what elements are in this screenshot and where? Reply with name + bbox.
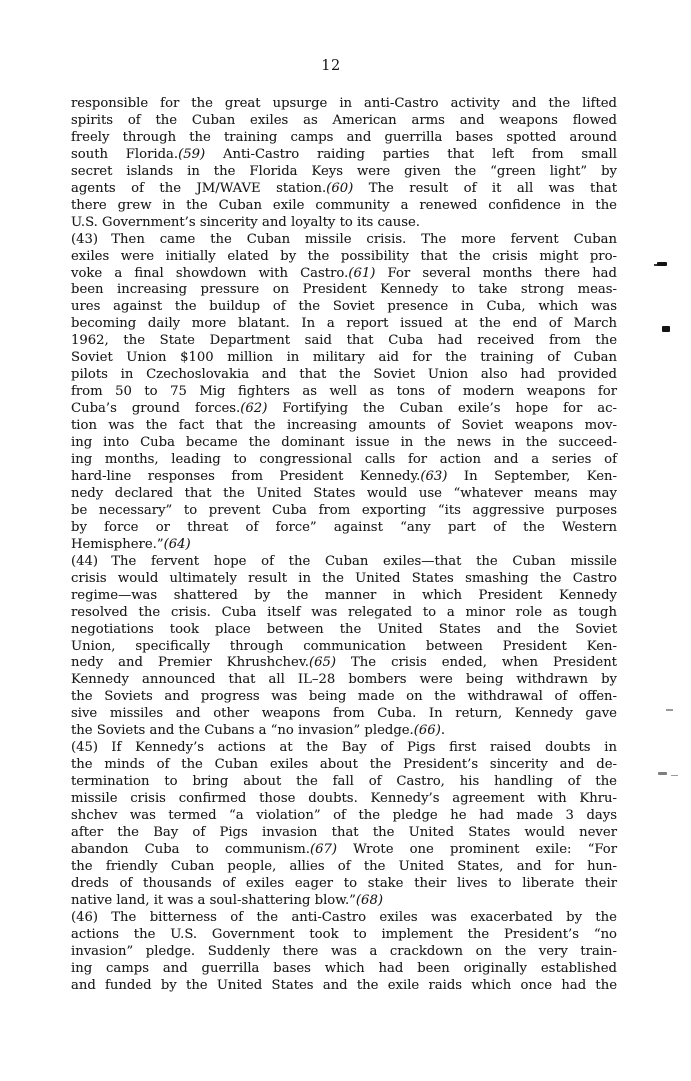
paragraph-44 xyxy=(71,554,617,740)
text-line: nedy and Premier Khrushchev.(65) The crisis ended, when President xyxy=(71,655,617,671)
text-line: invasion” pledge. Suddenly there was a crackdown on the very train- xyxy=(71,943,617,959)
paragraph-45 xyxy=(71,740,617,910)
text-line: 1962, the State Department said that Cuba had received from the xyxy=(71,333,617,349)
text-line: (46) The bitterness of the anti-Castro exiles was exacerbated by the xyxy=(71,909,617,925)
scan-speck xyxy=(657,262,667,266)
text-line: dreds of thousands of exiles eager to stake their lives to liberate their xyxy=(71,875,617,891)
text-line: Soviet Union $100 million in military aid for the training of Cuban xyxy=(71,350,617,366)
paragraph-43 xyxy=(71,232,617,554)
scan-speck xyxy=(662,326,670,332)
text-line: negotiations took place between the United States and the Soviet xyxy=(71,621,617,637)
text-line: after the Bay of Pigs invasion that the United States would never xyxy=(71,824,617,840)
text-line: regime—was shattered by the manner in which President Kennedy xyxy=(71,587,617,603)
text-line: ing into Cuba became the dominant issue in the news in the succeed- xyxy=(71,435,617,451)
paragraph-46 xyxy=(71,910,617,995)
text-line: (43) Then came the Cuban missile crisis. The more fervent Cuban xyxy=(71,231,617,247)
text-line: south Florida.(59) Anti-Castro raiding parties that left from small xyxy=(71,146,617,162)
text-line: crisis would ultimately result in the United States smashing the Castro xyxy=(71,570,617,586)
scan-speck xyxy=(666,709,673,711)
page-number: 12 xyxy=(321,58,341,74)
text-line: freely through the training camps and guerrilla bases spotted around xyxy=(71,129,617,145)
text-line: shchev was termed “a violation” of the pledge he had made 3 days xyxy=(71,808,617,824)
text-line: there grew in the Cuban exile community a renewed confidence in the xyxy=(71,197,617,213)
text-line: ures against the buildup of the Soviet presence in Cuba, which was xyxy=(71,299,617,315)
text-line: responsible for the great upsurge in anti-Castro activity and the lifted xyxy=(71,96,617,111)
text-line: missile crisis confirmed those doubts. Kennedy’s agreement with Khru- xyxy=(71,791,617,807)
text-line: spirits of the Cuban exiles as American arms and weapons flowed xyxy=(71,112,617,128)
text-line: becoming daily more blatant. In a report issued at the end of March xyxy=(71,316,617,332)
text-line: resolved the crisis. Cuba itself was relegated to a minor role as tough xyxy=(71,604,617,620)
text-line: voke a final showdown with Castro.(61) For several months there had xyxy=(71,265,617,281)
text-line: Hemisphere.”(64) xyxy=(71,536,191,552)
text-line: by force or threat of force” against “any part of the Western xyxy=(71,519,617,535)
text-line: ing months, leading to congressional calls for action and a series of xyxy=(71,452,617,468)
text-line: termination to bring about the fall of Castro, his handling of the xyxy=(71,774,617,790)
text-line: (44) The fervent hope of the Cuban exiles—that the Cuban missile xyxy=(71,553,617,569)
text-line: agents of the JM/WAVE station.(60) The result of it all was that xyxy=(71,180,617,196)
text-line: Kennedy announced that all IL–28 bombers were being withdrawn by xyxy=(71,672,617,688)
text-line: abandon Cuba to communism.(67) Wrote one prominent exile: “For xyxy=(71,841,618,857)
scan-speck xyxy=(658,772,667,775)
body-text xyxy=(71,96,617,995)
text-line: the Soviets and the Cubans a “no invasion” pledge.(66). xyxy=(71,723,446,739)
paragraph-continuation xyxy=(71,96,617,232)
text-line: Union, specifically through communication between President Ken- xyxy=(71,638,617,654)
text-line: from 50 to 75 Mig fighters as well as tons of modern weapons for xyxy=(71,384,617,400)
text-line: exiles were initially elated by the possibility that the crisis might pro- xyxy=(71,248,617,264)
text-line: hard-line responses from President Kennedy.(63) In September, Ken- xyxy=(71,468,617,484)
text-line: the Soviets and progress was being made on the withdrawal of offen- xyxy=(71,689,617,705)
text-line: secret islands in the Florida Keys were given the “green light” by xyxy=(71,163,617,179)
text-line: native land, it was a soul-shattering blow.”(68) xyxy=(71,892,383,908)
text-line: and funded by the United States and the exile raids which once had the xyxy=(71,977,617,993)
text-line: tion was the fact that the increasing amounts of Soviet weapons mov- xyxy=(71,418,617,434)
text-line: the minds of the Cuban exiles about the President’s sincerity and de- xyxy=(71,757,617,773)
text-line: actions the U.S. Government took to implement the President’s “no xyxy=(71,926,617,942)
text-line: (45) If Kennedy’s actions at the Bay of Pigs first raised doubts in xyxy=(71,740,617,756)
text-line: pilots in Czechoslovakia and that the Soviet Union also had provided xyxy=(71,367,617,383)
text-line: Cuba’s ground forces.(62) Fortifying the Cuban exile’s hope for ac- xyxy=(71,401,617,417)
text-line: been increasing pressure on President Kennedy to take strong meas- xyxy=(71,282,617,298)
text-line: the friendly Cuban people, allies of the United States, and for hun- xyxy=(71,858,617,874)
text-line: sive missiles and other weapons from Cuba. In return, Kennedy gave xyxy=(71,706,617,722)
text-line: be necessary” to prevent Cuba from exporting “its aggressive purposes xyxy=(71,502,617,518)
text-line: nedy declared that the United States would use “whatever means may xyxy=(71,485,617,501)
text-line: U.S. Government’s sincerity and loyalty to its cause. xyxy=(71,214,420,230)
text-line: ing camps and guerrilla bases which had been originally established xyxy=(71,960,617,976)
